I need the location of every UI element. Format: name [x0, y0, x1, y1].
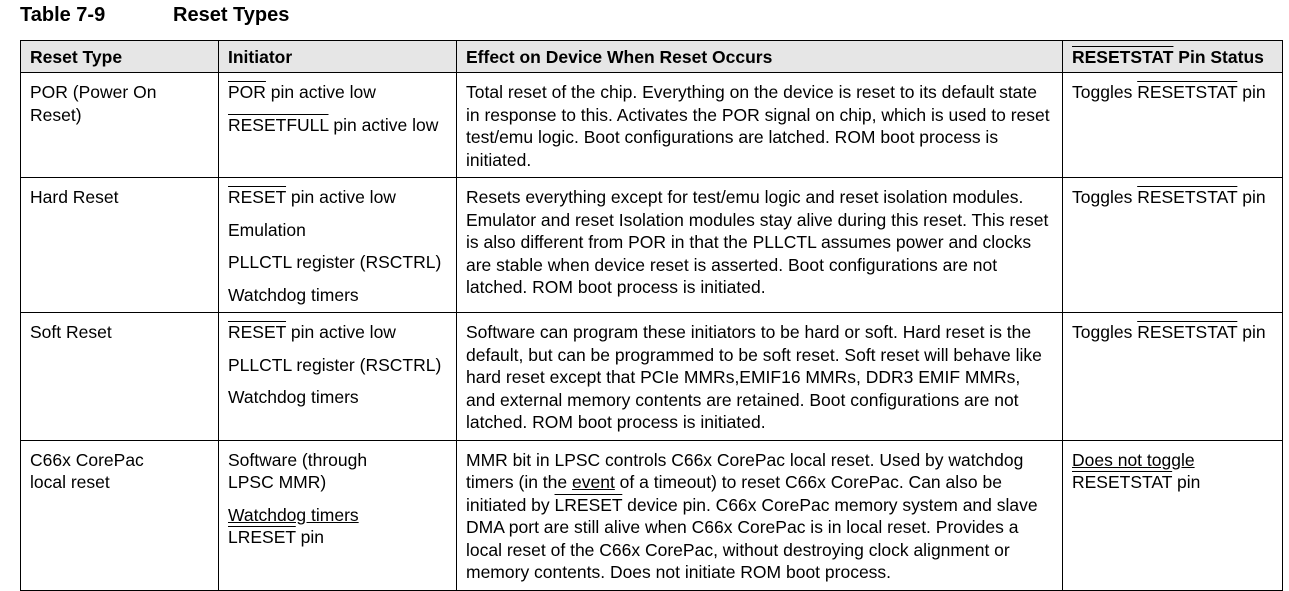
- signal-name: $\overline{POR}$: [228, 82, 266, 102]
- signal-name: LRESET: [228, 527, 296, 547]
- initiator-cell: [219, 73, 457, 178]
- pin-status-cell: [1063, 73, 1283, 178]
- initiator-item: [228, 114, 447, 137]
- table-row: [21, 178, 1283, 313]
- reset-type-cell: Soft Reset: [21, 313, 219, 441]
- reset-types-table: [20, 40, 1283, 591]
- initiator-item: [228, 186, 447, 209]
- status-suffix: pin: [1237, 187, 1266, 207]
- header-effect: Effect on Device When Reset Occurs: [457, 41, 1063, 73]
- header-pin-status-label: Pin Status: [1173, 47, 1264, 67]
- pin-status-cell: [1063, 313, 1283, 441]
- initiator-cell: [219, 178, 457, 313]
- effect-text: of a timeout) to reset C66x CorePac. Can also be initiated by: [466, 472, 1002, 515]
- table-title: Reset Types: [173, 4, 290, 26]
- initiator-item: Emulation: [228, 219, 306, 240]
- initiator-item: [228, 526, 447, 549]
- initiator-text: pin: [295, 527, 324, 547]
- table-number: Table 7-9: [20, 4, 106, 26]
- pin-status-cell: [1063, 440, 1283, 590]
- effect-text: MMR bit in LPSC controls C66x CorePac local reset. Used by watchdog timers (in the: [466, 449, 1024, 492]
- signal-name: RESETSTAT: [1137, 322, 1238, 342]
- initiator-text: Watchdog timers: [228, 504, 359, 525]
- initiator-item: Software (through LPSC MMR): [228, 449, 368, 492]
- status-suffix: pin: [1237, 82, 1266, 102]
- initiator-text: pin active low: [286, 322, 396, 342]
- effect-cell: [457, 440, 1063, 590]
- signal-name: LRESET: [554, 494, 623, 515]
- signal-name: RESET: [228, 322, 287, 342]
- reset-type-cell: Hard Reset: [21, 178, 219, 313]
- table-header-row: [21, 41, 1283, 73]
- initiator-item: [228, 321, 447, 344]
- signal-name: RESETSTAT: [1072, 472, 1173, 492]
- initiator-text: pin active low: [286, 187, 396, 207]
- status-prefix: Toggles: [1072, 82, 1138, 102]
- table-row: [21, 440, 1283, 590]
- initiator-item: PLLCTL register (RSCTRL): [228, 252, 442, 272]
- status-suffix: pin: [1172, 472, 1201, 492]
- initiator-text: pin active low: [265, 82, 376, 102]
- reset-type-cell: C66x CorePac local reset: [21, 440, 219, 590]
- initiator-item: Watchdog timers: [228, 387, 359, 407]
- effect-cell: Software can program these initiators to be hard or soft. Hard reset is the default, but can be programmed to be soft reset. Soft reset will behave like hard reset except that PCIe MMRs,EMIF16 MMRs, DDR3 EMIF MMRs, and external memory contents are retained. Boot configurations are not latched. ROM boot process is initiated.: [457, 313, 1063, 441]
- status-prefix: Toggles: [1072, 322, 1138, 342]
- initiator-item: [228, 504, 447, 527]
- table-caption: [20, 4, 289, 27]
- status-prefix: Does not toggle: [1072, 449, 1195, 470]
- header-reset-type: Reset Type: [21, 41, 219, 73]
- status-suffix: pin: [1237, 322, 1266, 342]
- table-row: [21, 73, 1283, 178]
- signal-name: RESETFULL: [228, 114, 329, 135]
- effect-text: event: [572, 472, 615, 492]
- reset-type-cell: POR (Power On Reset): [21, 73, 219, 178]
- status-prefix: Toggles: [1072, 187, 1138, 207]
- header-pin-status-signal: RESETSTAT: [1072, 47, 1174, 67]
- initiator-item: [228, 81, 447, 104]
- effect-cell: Total reset of the chip. Everything on the device is reset to its default state in response to this. Activates the POR signal on chip, which is used to reset test/emu logic. Boot configurations are latched. ROM boot process is initiated.: [457, 73, 1063, 178]
- effect-text: device pin. C66x CorePac memory system and slave DMA port are still alive when C66x CorePac is in local reset. Provides a local reset of the C66x CorePac, without destroying clock alignment or memory contents. Does not initiate ROM boot process.: [466, 494, 1038, 582]
- signal-name: RESETSTAT: [1137, 82, 1238, 102]
- initiator-item: PLLCTL register (RSCTRL): [228, 354, 442, 375]
- initiator-text: pin active low: [328, 114, 439, 135]
- initiator-item: Watchdog timers: [228, 284, 359, 305]
- initiator-cell: [219, 313, 457, 441]
- signal-name: RESETSTAT: [1137, 187, 1238, 207]
- effect-cell: Resets everything except for test/emu logic and reset isolation modules. Emulator and reset Isolation modules stay alive during this reset. This reset is also different from POR in that the PLLCTL assumes power and clocks are stable when device reset is asserted. Boot configurations are not latched. ROM boot process is initiated.: [457, 178, 1063, 313]
- signal-name: RESET: [228, 187, 287, 207]
- table-row: [21, 313, 1283, 441]
- header-initiator: Initiator: [219, 41, 457, 73]
- pin-status-cell: [1063, 178, 1283, 313]
- header-pin-status: [1063, 41, 1283, 73]
- initiator-cell: [219, 440, 457, 590]
